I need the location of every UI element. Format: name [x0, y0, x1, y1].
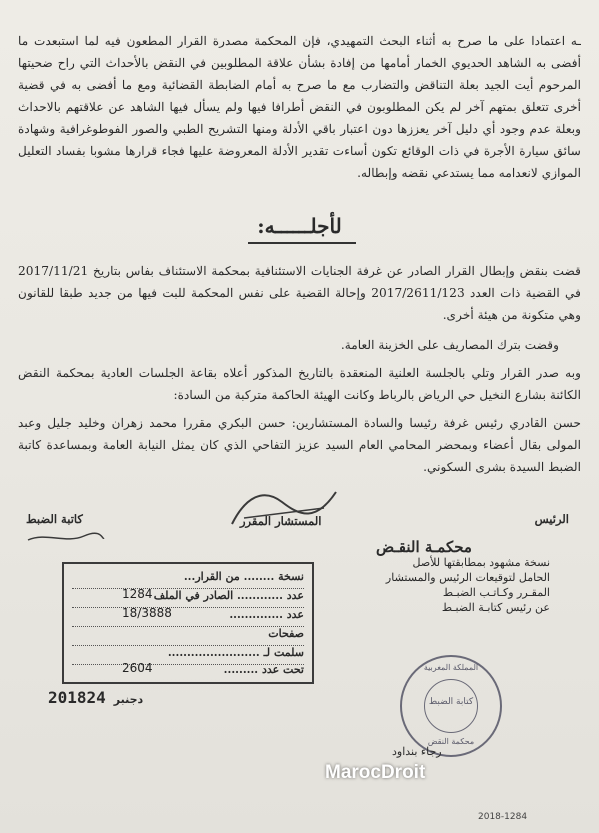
stamp-row-under-number	[72, 663, 304, 681]
session-paragraph	[18, 362, 581, 406]
certification-line-4: عن رئيس كتابـة الضبـط	[441, 601, 550, 614]
panel-paragraph	[18, 412, 581, 478]
date-year: 2018	[48, 688, 87, 707]
court-seal-icon	[400, 655, 502, 757]
stamp-row-label: عدد ..............	[229, 608, 304, 621]
stamp-row-decision-number	[72, 589, 304, 608]
for-these-reasons-heading: لأجلــــــه:	[257, 214, 342, 238]
rapporteur-signature	[224, 478, 344, 538]
certification-line-1: نسخة مشهود بمطابقتها للأصل	[412, 556, 550, 569]
date-day: 24	[86, 688, 106, 707]
stamp-row-label: تحت عدد .........	[223, 663, 304, 676]
certification-line-3: المقـرر وكـاتـب الضبـط	[442, 586, 550, 599]
seal-bottom-text: محكمة النقض	[427, 737, 475, 746]
session-text: وبه صدر القرار وتلي بالجلسة العلنية المنعقدة بالتاريخ المذكور أعلاه بقاعة الجلسات العادية بمحكمة النقض الكائنة بشارع النخيل حي الرياض بالرباط وكانت الهيئة الحاكمة متركبة من السادة:	[18, 366, 581, 402]
costs-text: وقضت بترك المصاريف على الخزينة العامة.	[340, 338, 559, 352]
reasoning-text: ـه اعتمادا على ما صرح به أثناء البحث التمهيدي، فإن المحكمة مصدرة القرار المطعون فيه لما استبعدت ما أفضى به الشاهد الحديوي الخمار أمامها من إفادة بشأن علاقة المطلوبين في النقض بالأحداث التي راح ضحيتها المرحوم أيت الجيد بعلة التناقض والتضارب مع ما صرح به أمام الضابطة القضائية ومع ما أفضى به في قضية أخرى تتعلق بمتهم آخر لم يكن المطلوبون في النقض أطرافا فيها ولم يسأل فيها الشاهد عن علاقتهم بالاحداث وبعلة عدم وجود أي دليل آخر يعززها دون اعتبار باقي الأدلة ومنها التشريح الطبي والصور الفوطوغرافية وشهادة سائق سيارة الأجرة في ذات الوقائع تكون أساءت تقدير الأدلة المعروضة عليها فجاء قرارها مشوبا بفساد التعليل الموازي لانعدامه مما يستدعي نقضه وإبطاله.	[18, 34, 581, 180]
date-stamp	[48, 688, 151, 707]
president-label: الرئيس	[534, 512, 569, 526]
signatory-name: رجاء بنداود	[392, 745, 442, 758]
watermark-text: MarocDroit	[325, 762, 426, 783]
stamp-row-label: نسخة ........ من القرار...	[183, 570, 304, 583]
stamp-row-label: سلمت لـ ........................	[167, 646, 304, 659]
stamp-row-file-number	[72, 608, 304, 627]
seal-center-text: كتابة الضبط	[428, 697, 474, 707]
panel-text: حسن القادري رئيس غرفة رئيسا والسادة المستشارين: حسن البكري مقررا محمد زهران وخليد جليل وعبد المولى بقال أعضاء وبمحضر المحامي العام السيد عزيز التفاحي الذي كان يمثل النيابة العامة وبمساعدة كاتبة الضبط السيدة بشرى السكوني.	[18, 416, 581, 474]
date-month: دجنبر	[113, 693, 144, 706]
costs-paragraph	[18, 334, 559, 356]
stamp-row-pages	[72, 627, 304, 646]
heading-underline	[248, 242, 356, 244]
clerk-label: كاتبة الضبط	[26, 512, 83, 526]
stamp-row-label: عدد ............ الصادر في الملف	[153, 589, 304, 602]
certification-title: محكمـة النقـض	[376, 538, 472, 556]
ruling-paragraph	[18, 260, 581, 326]
stamp-row-copy	[72, 570, 304, 589]
seal-top-text: المملكة المغربية	[423, 663, 479, 672]
stamp-row-value: 2604	[122, 661, 153, 675]
clerk-signature	[26, 530, 106, 546]
stamp-row-label: صفحات	[268, 627, 304, 640]
reasoning-paragraph	[18, 30, 581, 184]
certification-block	[298, 540, 550, 615]
reference-number: 2018-1284	[478, 812, 528, 822]
stamp-row-value: 1284	[122, 587, 153, 601]
copy-stamp	[62, 562, 314, 684]
stamp-row-value: 18/3888	[122, 606, 172, 620]
ruling-text: قضت بنقض وإبطال القرار الصادر عن غرفة الجنايات الاستئنافية بمحكمة الاستئناف بفاس بتاريخ 2017/11/21 في القضية ذات العدد 2017/2611/123 وإحالة القضية على نفس المحكمة للبت فيها من جديد طبقا للقانون وهي متكونة من هيئة أخرى.	[18, 264, 581, 322]
certification-line-2: الحامل لتوقيعات الرئيس والمستشار	[385, 571, 550, 584]
rapporteur-label: المستشار المقرر	[240, 514, 322, 528]
